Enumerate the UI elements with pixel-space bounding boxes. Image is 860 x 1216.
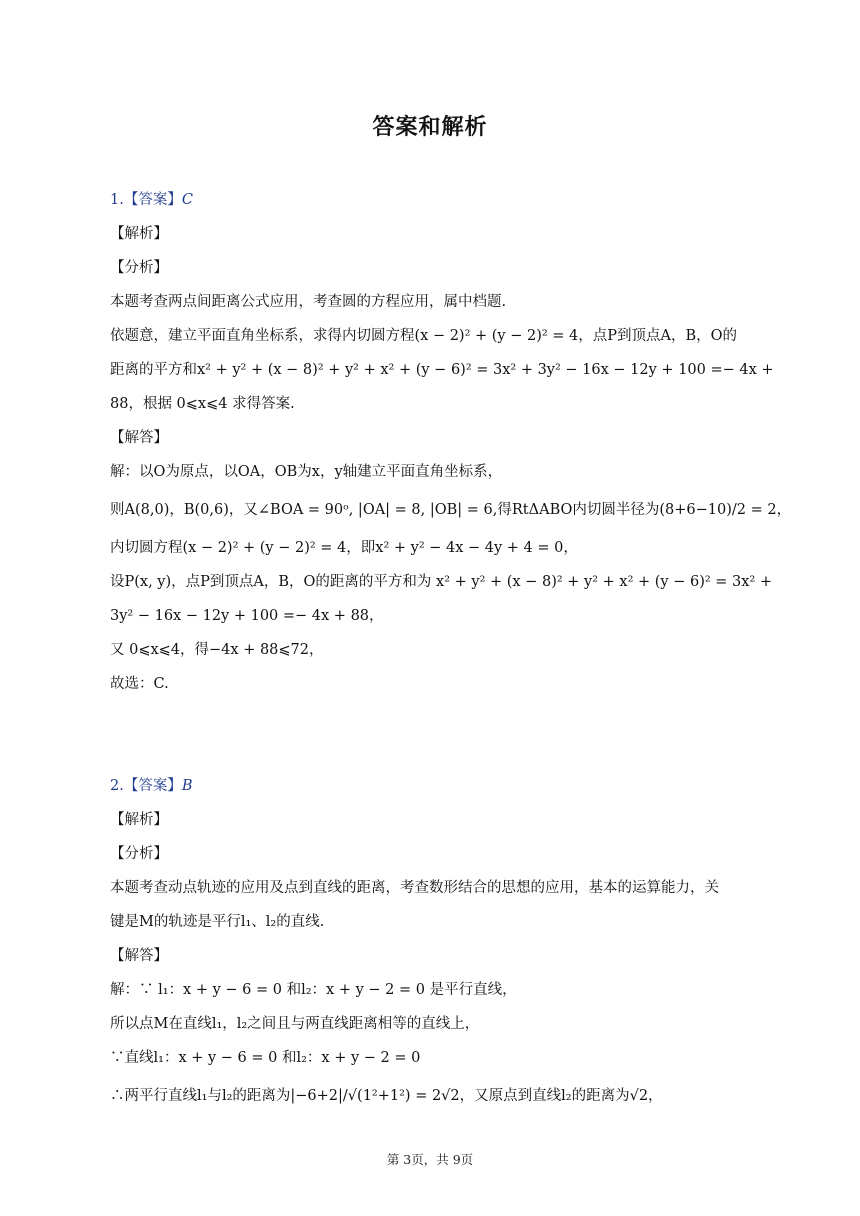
q1-answer-label: 1.【答案】	[110, 192, 182, 208]
q1-answer-heading	[110, 190, 770, 210]
q2-answer-heading	[110, 776, 770, 796]
q1-solution-line: 设P(x, y)，点P到顶点A，B，O的距离的平方和为 x² + y² + (x − 8)² + y² + x² + (y − 6)² = 3x² +	[110, 574, 773, 590]
q1-fenxi-label: 【分析】	[110, 260, 168, 276]
q2-answer-value: B	[181, 778, 193, 794]
q1-solution-line: 则A(8,0)，B(0,6)，又∠BOA = 90ᵒ, |OA| = 8, |OB| = 6,得RtΔABO内切圆半径为(8+6−10)/2 = 2，	[110, 502, 792, 518]
q2-jieda-label: 【解答】	[110, 948, 168, 964]
q1-answer-value: C	[181, 192, 193, 208]
q1-analysis-line: 88，根据 0⩽x⩽4 求得答案.	[110, 396, 295, 412]
q1-analysis-line: 距离的平方和x² + y² + (x − 8)² + y² + x² + (y − 6)² = 3x² + 3y² − 16x − 12y + 100 =− 4x +	[110, 362, 774, 378]
q1-analysis-line: 依题意，建立平面直角坐标系，求得内切圆方程(x − 2)² + (y − 2)² = 4，点P到顶点A，B，O的	[110, 328, 738, 344]
q2-solution-line: 解：∵ l₁：x + y − 6 = 0 和l₂：x + y − 2 = 0 是平行直线，	[110, 982, 517, 998]
q2-analysis-line: 本题考查动点轨迹的应用及点到直线的距离，考查数形结合的思想的应用，基本的运算能力，关	[110, 880, 719, 896]
page-title: 答案和解析	[372, 115, 488, 140]
q1-solution-line: 又 0⩽x⩽4，得−4x + 88⩽72，	[110, 642, 324, 658]
q2-solution-line: 所以点M在直线l₁，l₂之间且与两直线距离相等的直线上，	[110, 1016, 480, 1032]
page-footer: 第 3页，共 9页	[386, 1152, 474, 1167]
q2-solution-line: ∵直线l₁：x + y − 6 = 0 和l₂：x + y − 2 = 0	[110, 1050, 421, 1066]
q1-analysis-line: 本题考查两点间距离公式应用，考查圆的方程应用，属中档题.	[110, 294, 507, 310]
q1-solution-line: 故选：C.	[110, 676, 169, 692]
q2-answer-label: 2.【答案】	[110, 778, 182, 794]
q1-solution-line: 3y² − 16x − 12y + 100 =− 4x + 88，	[110, 608, 384, 624]
q1-jieda-label: 【解答】	[110, 430, 168, 446]
q1-solution-line: 解：以O为原点，以OA，OB为x，y轴建立平面直角坐标系，	[110, 464, 503, 480]
q1-solution-line: 内切圆方程(x − 2)² + (y − 2)² = 4，即x² + y² − 4x − 4y + 4 = 0，	[110, 540, 578, 556]
q2-solution-line: ∴两平行直线l₁与l₂的距离为|−6+2|/√(1²+1²) = 2√2，又原点到直线l₂的距离为√2，	[110, 1088, 663, 1104]
q2-analysis-line: 键是M的轨迹是平行l₁、l₂的直线.	[110, 914, 325, 930]
q2-jiexi-label: 【解析】	[110, 812, 168, 828]
q2-fenxi-label: 【分析】	[110, 846, 168, 862]
q1-jiexi-label: 【解析】	[110, 226, 168, 242]
